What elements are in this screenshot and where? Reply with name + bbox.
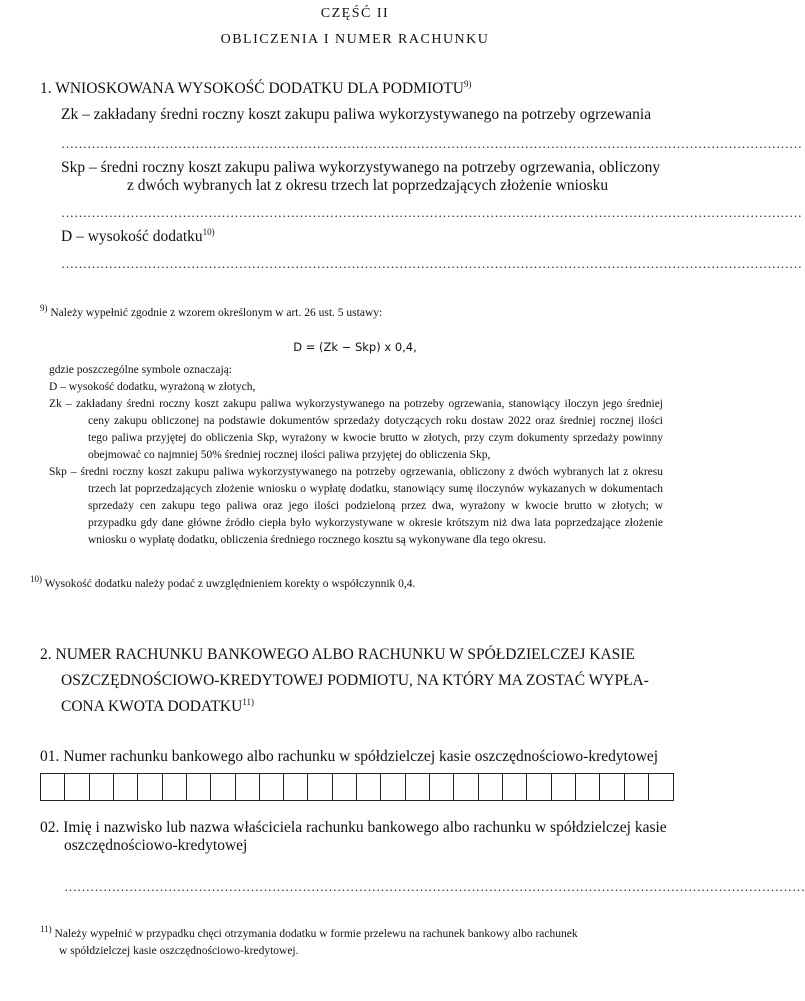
skp-input-line[interactable]: ………………………………………………………………………………………………………………………………………………………: [61, 205, 802, 220]
account-digit-box[interactable]: [333, 774, 357, 800]
formula: D = (Zk − Skp) x 0,4,: [293, 340, 417, 354]
account-digit-box[interactable]: [187, 774, 211, 800]
part-number: CZĘŚĆ II: [320, 6, 390, 21]
footnote-11-mark: 11): [40, 924, 52, 935]
account-owner-label-line2: oszczędnościowo-kredytowej: [64, 837, 248, 854]
zk-definition: Zk – zakładany średni roczny koszt zakupu paliwa wykorzystywanego na potrzeby ogrzewania, stanowiący iloczyn jego średniej ceny zakupu obliczonej na podstawie dokumentów sprzedaży dotyczących roku dostaw 2022 oraz średniej rocznej ilości tego paliwa przyjętej do obliczenia Skp, wyrażony w kwocie brutto w złotych, przy czym dokumenty sprzedaży powinny obejmować co najmniej 50% średniej rocznej ilości paliwa przyjętej do obliczenia Skp,: [49, 398, 663, 461]
section2-heading-line2: OSZCZĘDNOŚCIOWO-KREDYTOWEJ PODMIOTU, NA KTÓRY MA ZOSTAĆ WYPŁA-: [61, 672, 649, 689]
footnote-ref-9: 9): [463, 78, 472, 89]
footnote-9-mark: 9): [40, 303, 48, 314]
account-digit-box[interactable]: [552, 774, 576, 800]
d-input-line[interactable]: ………………………………………………………………………………………………………………………………………………………: [61, 256, 802, 271]
account-digit-box[interactable]: [65, 774, 89, 800]
account-digit-box[interactable]: [406, 774, 430, 800]
account-digit-box[interactable]: [649, 774, 673, 800]
section2-heading: [40, 642, 671, 720]
account-digit-box[interactable]: [284, 774, 308, 800]
account-number-label: 01. Numer rachunku bankowego albo rachunku w spółdzielczej kasie oszczędnościowo-kredytowej: [40, 748, 659, 765]
skp-definition: Skp – średni roczny koszt zakupu paliwa wykorzystywanego na potrzeby ogrzewania, obliczony z dwóch wybranych lat z okresu trzech lat poprzedzających złożenie wniosku o wypłatę dodatku, stanowiący sumę iloczynów wykazanych w dokumentach sprzedaży cen zakupu tego paliwa oraz jego ilości podzieloną przez dwa, wyrażony w kwocie brutto w złotych; w przypadku gdy dane główne źródło ciepła było wykorzystywane w okresie krótszym niż dwa lata poprzedzające złożenie wniosku o wypłatę dodatku, obliczenia średniego rocznego kosztu są wykonywane dla tego okresu.: [49, 466, 663, 546]
footnote-10-mark: 10): [30, 574, 42, 585]
skp-label: [61, 159, 671, 195]
d-label-text: D – wysokość dodatku: [61, 228, 203, 245]
account-digit-box[interactable]: [308, 774, 332, 800]
footnote-9-intro: [40, 305, 382, 322]
account-digit-box[interactable]: [260, 774, 284, 800]
account-digit-box[interactable]: [576, 774, 600, 800]
account-digit-box[interactable]: [381, 774, 405, 800]
account-digit-box[interactable]: [600, 774, 624, 800]
d-label: [61, 228, 215, 246]
account-digit-box[interactable]: [357, 774, 381, 800]
footnote-9-intro-text: Należy wypełnić zgodnie z wzorem określonym w art. 26 ust. 5 ustawy:: [50, 307, 383, 319]
account-number-input[interactable]: [40, 773, 674, 801]
zk-input-line[interactable]: ………………………………………………………………………………………………………………………………………………………: [61, 136, 802, 151]
skp-label-line2: z dwóch wybranych lat z okresu trzech lat poprzedzających złożenie wniosku: [127, 177, 609, 194]
account-digit-box[interactable]: [163, 774, 187, 800]
account-digit-box[interactable]: [527, 774, 551, 800]
account-owner-input-line[interactable]: ………………………………………………………………………………………………………………………………………………………: [64, 879, 805, 894]
footnote-10-text: Wysokość dodatku należy podać z uwzględnieniem korekty o współczynnik 0,4.: [44, 578, 416, 590]
account-digit-box[interactable]: [236, 774, 260, 800]
footnote-ref-10: 10): [202, 226, 215, 237]
account-digit-box[interactable]: [454, 774, 478, 800]
footnote-10: [30, 576, 415, 593]
page-title: OBLICZENIA I NUMER RACHUNKU: [220, 32, 490, 47]
section1-heading: [40, 80, 471, 98]
account-digit-box[interactable]: [430, 774, 454, 800]
footnote-ref-11: 11): [242, 696, 254, 707]
footnote-11-line2: w spółdzielczej kasie oszczędnościowo-kredytowej.: [59, 945, 299, 957]
account-digit-box[interactable]: [114, 774, 138, 800]
account-digit-box[interactable]: [90, 774, 114, 800]
section1-heading-text: 1. WNIOSKOWANA WYSOKOŚĆ DODATKU DLA PODMIOTU: [40, 80, 464, 97]
section2-heading-line3: CONA KWOTA DODATKU: [61, 698, 243, 715]
symbol-definitions: [49, 362, 663, 549]
account-digit-box[interactable]: [138, 774, 162, 800]
account-digit-box[interactable]: [479, 774, 503, 800]
account-owner-label-line1: 02. Imię i nazwisko lub nazwa właściciela rachunku bankowego albo rachunku w spółdzielczej kasie: [40, 819, 667, 836]
d-definition: D – wysokość dodatku, wyrażoną w złotych,: [49, 381, 256, 393]
footnote-11: [40, 926, 672, 960]
section2-heading-line1: 2. NUMER RACHUNKU BANKOWEGO ALBO RACHUNKU W SPÓŁDZIELCZEJ KASIE: [40, 646, 635, 663]
skp-label-line1: Skp – średni roczny koszt zakupu paliwa wykorzystywanego na potrzeby ogrzewania, obliczony: [61, 159, 661, 176]
account-owner-label: [40, 819, 672, 855]
footnote-11-line1: Należy wypełnić w przypadku chęci otrzymania dodatku w formie przelewu na rachunek bankowy albo rachunek: [54, 928, 578, 940]
account-digit-box[interactable]: [503, 774, 527, 800]
account-digit-box[interactable]: [41, 774, 65, 800]
symbols-intro: gdzie poszczególne symbole oznaczają:: [49, 364, 232, 376]
zk-label: Zk – zakładany średni roczny koszt zakupu paliwa wykorzystywanego na potrzeby ogrzewania: [61, 106, 652, 123]
account-digit-box[interactable]: [625, 774, 649, 800]
account-digit-box[interactable]: [211, 774, 235, 800]
